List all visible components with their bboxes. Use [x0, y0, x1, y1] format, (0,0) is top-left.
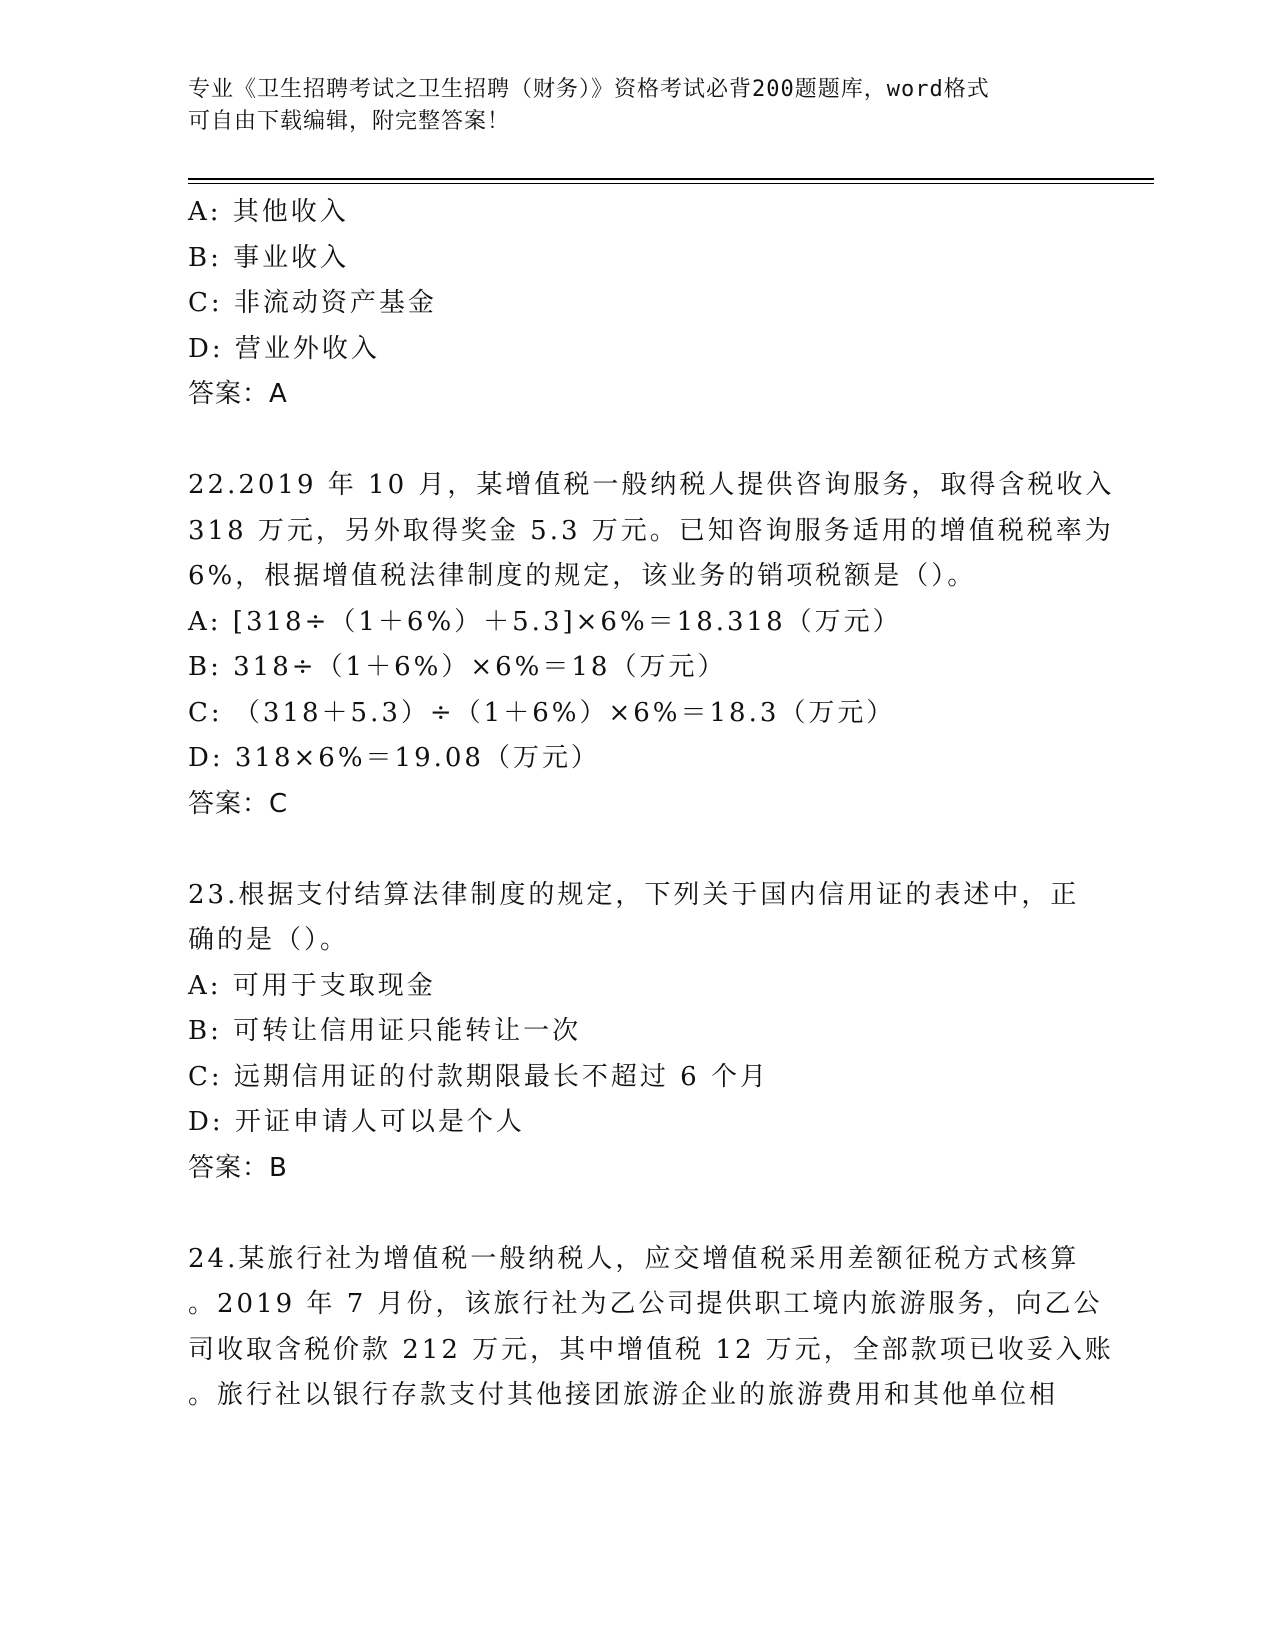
- question-stem-line: 22.2019 年 10 月，某增值税一般纳税人提供咨询服务，取得含税收入: [188, 470, 1115, 500]
- question-stem-line: 318 万元，另外取得奖金 5.3 万元。已知咨询服务适用的增值税税率为: [188, 515, 1114, 546]
- option-a: A: [318÷（1＋6%）＋5.3]×6%＝18.318（万元）: [188, 606, 902, 637]
- option-c: C: （318＋5.3）÷（1＋6%）×6%＝18.3（万元）: [188, 697, 896, 728]
- option-d: D: 318×6%＝19.08（万元）: [188, 743, 600, 773]
- option-b: B: 318÷（1＋6%）×6%＝18（万元）: [188, 652, 727, 682]
- answer: 答案：B: [188, 1152, 288, 1183]
- header-line-2: 可自由下载编辑，附完整答案！: [188, 109, 511, 134]
- option-b: B: 事业收入: [188, 242, 350, 273]
- answer: 答案：A: [188, 379, 288, 409]
- option-d: D: 开证申请人可以是个人: [188, 1107, 525, 1137]
- document-header: [188, 74, 1088, 138]
- document-body: [188, 190, 1115, 1419]
- question-21-block: [188, 190, 1088, 418]
- option-a: A: 可用于支取现金: [188, 970, 436, 1001]
- question-stem-line: 6%，根据增值税法律制度的规定，该业务的销项税额是（）。: [188, 561, 977, 591]
- question-stem-line: 。旅行社以银行存款支付其他接团旅游企业的旅游费用和其他单位相: [188, 1380, 1059, 1410]
- question-stem-line: 23.根据支付结算法律制度的规定，下列关于国内信用证的表述中，正: [188, 879, 1080, 910]
- question-22: [188, 463, 1115, 827]
- question-24: [188, 1237, 1114, 1419]
- header-rule-thin: [188, 183, 1154, 184]
- answer: 答案：C: [188, 788, 289, 819]
- header-rule-thick: [188, 178, 1154, 180]
- option-a: A: 其他收入: [188, 197, 349, 227]
- question-stem-line: 司收取含税价款 212 万元，其中增值税 12 万元，全部款项已收妥入账: [188, 1334, 1114, 1365]
- header-line-1: 专业《卫生招聘考试之卫生招聘（财务）》资格考试必背200题题库，word格式: [188, 77, 990, 102]
- question-stem-line: 24.某旅行社为增值税一般纳税人，应交增值税采用差额征税方式核算: [188, 1243, 1080, 1274]
- option-b: B: 可转让信用证只能转让一次: [188, 1016, 582, 1046]
- question-stem-line: 确的是（）。: [188, 925, 350, 955]
- option-c: C: 远期信用证的付款期限最长不超过 6 个月: [188, 1061, 769, 1092]
- option-c: C: 非流动资产基金: [188, 288, 437, 318]
- question-23: [188, 873, 1088, 1192]
- question-stem-line: 。2019 年 7 月份，该旅行社为乙公司提供职工境内旅游服务，向乙公: [188, 1289, 1103, 1319]
- option-d: D: 营业外收入: [188, 333, 380, 364]
